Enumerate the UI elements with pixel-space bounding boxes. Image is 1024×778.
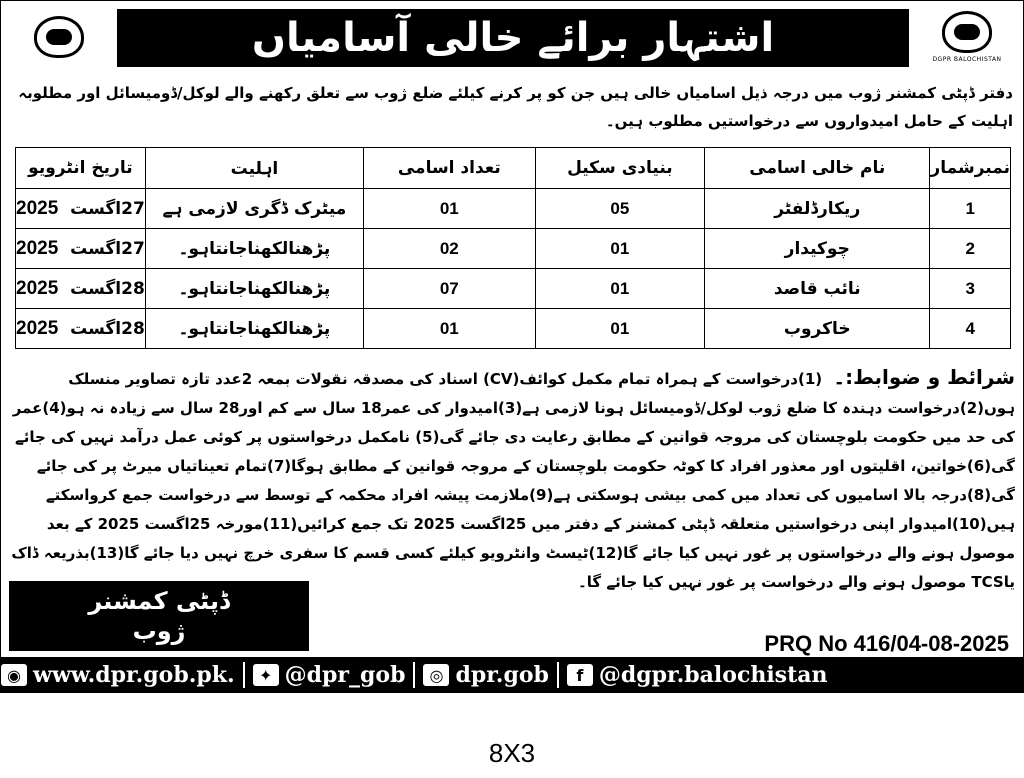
interview-year: 2025 (16, 237, 59, 259)
instagram-text: dpr.gob (455, 662, 549, 688)
interview-year: 2025 (16, 317, 59, 339)
serial-cell: 4 (930, 309, 1011, 349)
table-row (16, 309, 1011, 349)
qualification-cell: میٹرک ڈگری لازمی ہے (145, 189, 363, 229)
left-emblem-logo (21, 7, 97, 67)
page-title (117, 9, 909, 67)
twitter-icon: ✦ (253, 664, 279, 686)
emblem-icon (34, 16, 84, 58)
footer-facebook[interactable] (567, 657, 828, 693)
website-text: www.dpr.gob.pk. (33, 662, 235, 688)
twitter-text: @dpr_gob (284, 662, 406, 688)
table-header-row (16, 148, 1011, 189)
interview-day: 28اگست (70, 318, 145, 339)
col-post: نام خالی اسامی (705, 148, 930, 189)
footer-instagram[interactable] (423, 657, 548, 693)
divider (243, 662, 245, 688)
terms-label: شرائط و ضوابط:۔ (833, 365, 1015, 389)
instagram-icon: ◎ (423, 664, 449, 686)
col-count: تعداد اسامی (364, 148, 536, 189)
serial-cell: 1 (930, 189, 1011, 229)
title-text: اشتہار برائے خالی آسامیاں (251, 15, 775, 61)
interview-date-cell (16, 229, 146, 269)
col-serial: نمبرشمار (930, 148, 1011, 189)
scale-cell: 05 (535, 189, 705, 229)
footer-bar (1, 657, 1024, 693)
scale-cell: 01 (535, 269, 705, 309)
qualification-cell: پڑھنالکھناجانتاہو۔ (145, 309, 363, 349)
table-row (16, 269, 1011, 309)
scale-cell: 01 (535, 229, 705, 269)
count-cell: 01 (364, 189, 536, 229)
table-row (16, 229, 1011, 269)
terms-and-conditions (11, 363, 1015, 597)
interview-day: 28اگست (70, 278, 145, 299)
qualification-cell: پڑھنالکھناجانتاہو۔ (145, 229, 363, 269)
count-cell: 02 (364, 229, 536, 269)
interview-year: 2025 (16, 197, 59, 219)
footer-website[interactable] (1, 657, 235, 693)
col-qualification: اہلیت (145, 148, 363, 189)
interview-date-cell (16, 269, 146, 309)
vacancies-table (15, 147, 1011, 349)
interview-date-cell (16, 309, 146, 349)
signature-district: ژوب (132, 617, 186, 645)
signature-title: ڈپٹی کمشنر (88, 587, 230, 615)
post-cell: چوکیدار (705, 229, 930, 269)
signature-block (9, 581, 309, 651)
scale-cell: 01 (535, 309, 705, 349)
col-scale: بنیادی سکیل (535, 148, 705, 189)
serial-cell: 2 (930, 229, 1011, 269)
table-row (16, 189, 1011, 229)
facebook-icon: f (567, 664, 593, 686)
right-dgpr-logo (929, 7, 1005, 67)
intro-paragraph: دفتر ڈپٹی کمشنر ژوب میں درجہ ذیل اسامیاں خالی ہیں جن کو پر کرنے کیلئے ضلع ژوب سے تعلق رکھنے والے لوکل/ڈومیسائل اور مطلوبہ اہلیت کے حامل امیدواروں سے درخواستیں مطلوب ہیں۔ (18, 84, 1013, 130)
post-cell: خاکروب (705, 309, 930, 349)
post-cell: نائب قاصد (705, 269, 930, 309)
interview-day: 27اگست (70, 198, 145, 219)
serial-cell: 3 (930, 269, 1011, 309)
terms-text: (1)درخواست کے ہمراہ تمام مکمل کوائف(CV) اسناد کی مصدقہ نقولات بمعہ 2عدد تازہ تصاویر منسلک ہوں(2)درخواست دہندہ کا ضلع ژوب لوکل/ڈومیسائل ہونا لازمی ہے(3)امیدوار کی عمر18 سال سے کم اور28 سال سے زیادہ نہ ہو(4)عمر کی حد میں حکومت بلوچستان کی مروجہ قوانین کے مطابق رعایت دی جائے گی(5) نامکمل درخواستوں پر کوئی عمل درآمد نہیں کی جائے گی(6)خواتین، اقلیتوں اور معذور افراد کا کوٹہ حکومت بلوچستان کے مروجہ قوانین کے مطابق ہوگا(7)تمام تعیناتیاں میرٹ پر کی جائے گی(8)درجہ بالا اسامیوں کی تعداد میں کمی بیشی ہوسکتی ہے(9)ملازمت پیشہ افراد محکمہ کے توسط سے درخواست جمع کرواسکتے ہیں(10)امیدوار اپنی درخواستیں متعلقہ ڈپٹی کمشنر کے دفتر میں 25اگست 2025 تک جمع کرائیں(11)مورخہ 25اگست 2025 کے بعد موصول ہونے والے درخواستوں پر غور نہیں کیا جائے گا(12)ٹیسٹ وانٹرویو کیلئے کسی قسم کا سفری خرچ نہیں دیا جائے گا(13)بذریعہ ڈاک یاTCS موصول ہونے والے درخواست پر غور نہیں کیا جائے گا۔ (11, 370, 1015, 591)
count-cell: 01 (364, 309, 536, 349)
footer-twitter[interactable] (253, 657, 406, 693)
prq-number: PRQ No 416/04-08-2025 (764, 631, 1009, 656)
facebook-text: @dgpr.balochistan (598, 662, 828, 688)
interview-day: 27اگست (70, 238, 145, 259)
divider (557, 662, 559, 688)
globe-icon: ◉ (1, 664, 27, 686)
advertisement-header (1, 1, 1024, 75)
count-cell: 07 (364, 269, 536, 309)
interview-year: 2025 (16, 277, 59, 299)
emblem-icon (942, 11, 992, 53)
qualification-cell: پڑھنالکھناجانتاہو۔ (145, 269, 363, 309)
interview-date-cell (16, 189, 146, 229)
post-cell: ریکارڈلفٹر (705, 189, 930, 229)
col-interview-date: تاریخ انٹرویو (16, 148, 146, 189)
ad-size-label: 8X3 (488, 738, 536, 768)
dgpr-caption: DGPR BALOCHISTAN (932, 56, 1002, 63)
divider (413, 662, 415, 688)
